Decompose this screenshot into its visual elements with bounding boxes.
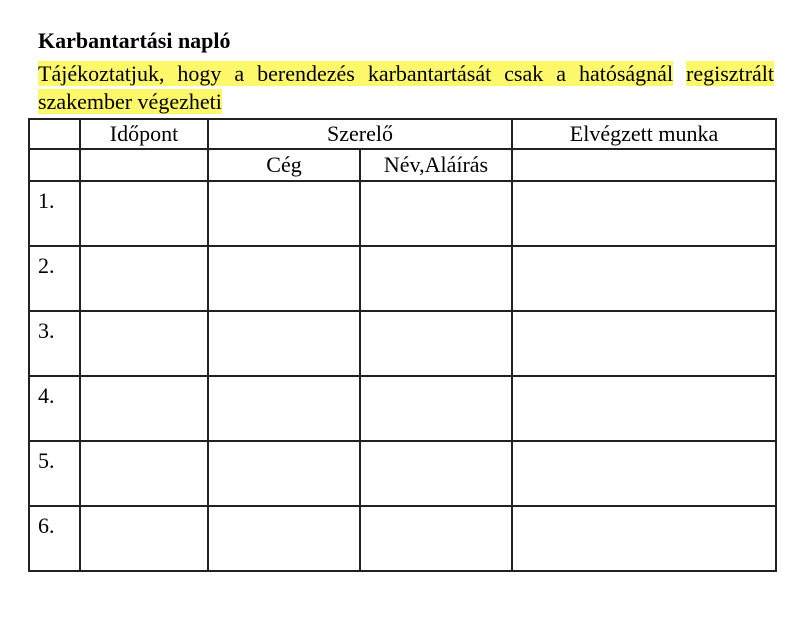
- elvegzett-munka-cell[interactable]: [512, 441, 776, 506]
- idopont-cell[interactable]: [80, 311, 208, 376]
- nev-alairas-cell[interactable]: [360, 441, 512, 506]
- subheader-empty-cell: [80, 149, 208, 181]
- row-number: 1.: [29, 181, 80, 246]
- elvegzett-munka-cell[interactable]: [512, 246, 776, 311]
- nev-alairas-cell[interactable]: [360, 181, 512, 246]
- notice-text: [38, 60, 774, 116]
- idopont-cell[interactable]: [80, 181, 208, 246]
- idopont-cell[interactable]: [80, 246, 208, 311]
- header-szerelo: Szerelő: [208, 119, 512, 149]
- ceg-cell[interactable]: [208, 376, 360, 441]
- row-number: 3.: [29, 311, 80, 376]
- idopont-cell[interactable]: [80, 506, 208, 571]
- table-header-row: [29, 119, 776, 149]
- ceg-cell[interactable]: [208, 506, 360, 571]
- notice-line-1: Tájékoztatjuk, hogy a berendezés karbantartását csak a hatóságnál: [38, 61, 674, 86]
- table-row: [29, 311, 776, 376]
- ceg-cell[interactable]: [208, 246, 360, 311]
- row-number: 5.: [29, 441, 80, 506]
- idopont-cell[interactable]: [80, 376, 208, 441]
- ceg-cell[interactable]: [208, 441, 360, 506]
- notice-line-2: regisztrált szakember végezheti: [38, 61, 775, 114]
- nev-alairas-cell[interactable]: [360, 246, 512, 311]
- header-idopont: Időpont: [80, 119, 208, 149]
- elvegzett-munka-cell[interactable]: [512, 311, 776, 376]
- row-number: 4.: [29, 376, 80, 441]
- idopont-cell[interactable]: [80, 441, 208, 506]
- subheader-empty-cell: [29, 149, 80, 181]
- subheader-ceg: Cég: [208, 149, 360, 181]
- table-row: [29, 506, 776, 571]
- header-elvegzett-munka: Elvégzett munka: [512, 119, 776, 149]
- maintenance-log-table: [28, 118, 777, 572]
- header-number-cell: [29, 119, 80, 149]
- ceg-cell[interactable]: [208, 311, 360, 376]
- elvegzett-munka-cell[interactable]: [512, 506, 776, 571]
- document-title: Karbantartási napló: [38, 28, 231, 53]
- table-row: [29, 181, 776, 246]
- table-row: [29, 441, 776, 506]
- ceg-cell[interactable]: [208, 181, 360, 246]
- elvegzett-munka-cell[interactable]: [512, 181, 776, 246]
- subheader-nev-alairas: Név,Aláírás: [360, 149, 512, 181]
- table-row: [29, 246, 776, 311]
- subheader-empty-cell: [512, 149, 776, 181]
- nev-alairas-cell[interactable]: [360, 376, 512, 441]
- elvegzett-munka-cell[interactable]: [512, 376, 776, 441]
- table-subheader-row: [29, 149, 776, 181]
- table-row: [29, 376, 776, 441]
- row-number: 6.: [29, 506, 80, 571]
- nev-alairas-cell[interactable]: [360, 311, 512, 376]
- nev-alairas-cell[interactable]: [360, 506, 512, 571]
- row-number: 2.: [29, 246, 80, 311]
